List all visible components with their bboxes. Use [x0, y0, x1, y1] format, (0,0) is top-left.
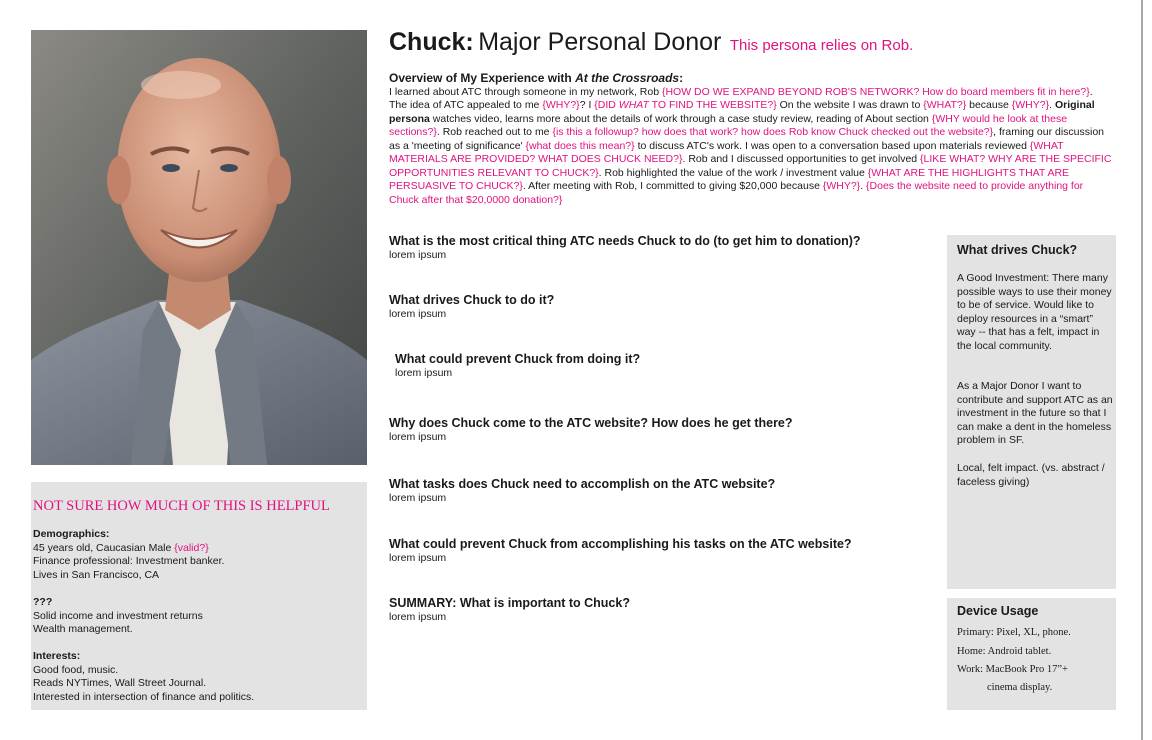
- overview-text: . The idea of ATC appealed to me: [389, 85, 1093, 111]
- helpfulness-note: NOT SURE HOW MUCH OF THIS IS HELPFUL: [33, 498, 330, 514]
- question-block: [389, 477, 929, 505]
- overview-text: .: [1049, 99, 1055, 111]
- interests-line-3: Interested in intersection of finance and politics.: [33, 690, 255, 703]
- question-title: What is the most critical thing ATC needs Chuck to do (to get him to donation)?: [389, 234, 861, 248]
- question-title: What could prevent Chuck from doing it?: [395, 352, 641, 366]
- overview-text: ? I: [579, 99, 595, 111]
- overview-text: I learned about ATC through someone in my network, Rob: [389, 85, 662, 98]
- interests-line-2: Reads NYTimes, Wall Street Journal.: [33, 677, 207, 689]
- page-title: [389, 28, 913, 57]
- persona-name: Chuck:: [389, 28, 474, 56]
- overview-text: to discuss ATC's work. I was open to a conversation based upon materials reviewed: [634, 139, 1030, 152]
- question-title: What could prevent Chuck from accomplishing his tasks on the ATC website?: [389, 537, 852, 551]
- device-work: Work: MacBook Pro 17”+: [957, 664, 1068, 675]
- overview-paragraph: [389, 86, 1113, 208]
- overview-text: . Rob highlighted the value of the work / investment value: [598, 166, 868, 179]
- finance-heading: ???: [33, 596, 53, 608]
- overview-comment: {is this a followup? how does that work? how does Rob know Chuck checked out the website?}: [552, 126, 994, 138]
- overview-text: , framing our discussion as a 'meeting of significance': [389, 126, 1105, 152]
- overview-heading-program: At the Crossroads: [575, 71, 680, 85]
- overview-text: On the website I was drawn to: [776, 99, 924, 111]
- overview-comment: {WHY?}: [1011, 99, 1050, 111]
- overview-comment: {WHAT?}: [923, 99, 967, 111]
- overview-text: . Rob and I discussed opportunities to get involved: [682, 153, 921, 165]
- demographics-block: [33, 528, 224, 582]
- page-edge-divider: [1141, 0, 1143, 740]
- interests-heading: Interests:: [33, 650, 81, 662]
- question-answer: lorem ipsum: [395, 367, 453, 379]
- overview-text: watches video, learns more about the details of work through a case study review, reading of About section: [429, 112, 932, 125]
- question-answer: lorem ipsum: [389, 552, 447, 564]
- question-block: [389, 416, 929, 444]
- overview-comment: {what does this mean?}: [525, 139, 635, 152]
- overview-comment: {WHAT ARE THE HIGHLIGHTS THAT ARE PERSUASIVE TO CHUCK?}: [389, 166, 1070, 192]
- persona-note: This persona relies on Rob.: [729, 37, 914, 54]
- drives-panel: [947, 235, 1116, 589]
- demographics-panel: [31, 482, 367, 710]
- device-usage-panel: [947, 598, 1116, 710]
- overview-text: because: [966, 99, 1012, 111]
- device-primary: Primary: Pixel, XL, phone.: [957, 627, 1071, 638]
- question-block: [395, 352, 935, 380]
- question-title: SUMMARY: What is important to Chuck?: [389, 596, 630, 610]
- demographics-profession: Finance professional: Investment banker.: [33, 555, 225, 567]
- question-block: [389, 293, 929, 321]
- question-answer: lorem ipsum: [389, 611, 447, 623]
- overview-heading: [389, 72, 1113, 86]
- question-block: [389, 596, 929, 624]
- experience-overview: [389, 72, 1113, 207]
- question-title: Why does Chuck come to the ATC website? How does he get there?: [389, 416, 793, 430]
- demographics-age-text: 45 years old, Caucasian Male: [33, 541, 175, 554]
- overview-heading-colon: :: [679, 71, 684, 85]
- finance-block: [33, 596, 203, 637]
- device-home: Home: Android tablet.: [957, 646, 1052, 657]
- demographics-heading: Demographics:: [33, 528, 110, 540]
- question-block: [389, 234, 929, 262]
- overview-comment: {LIKE WHAT? WHY ARE THE SPECIFIC OPPORTUNITIES RELEVANT TO CHUCK?}: [389, 153, 1112, 179]
- overview-heading-text: Overview of My Experience with: [389, 71, 576, 85]
- drives-heading: What drives Chuck?: [957, 243, 1078, 257]
- overview-comment: {WHAT MATERIALS ARE PROVIDED? WHAT DOES CHUCK NEED?}: [389, 139, 1064, 165]
- question-answer: lorem ipsum: [389, 431, 447, 443]
- drives-paragraph-1: A Good Investment: There many possible ways to use their money to be of service. Would like to deploy resources in a “smart” way -- that has a felt, impact in the local community.: [957, 272, 1112, 352]
- overview-text: .: [860, 180, 867, 192]
- overview-comment: TO FIND THE WEBSITE?}: [648, 99, 777, 111]
- interests-line-1: Good food, music.: [33, 663, 119, 676]
- question-answer: lorem ipsum: [389, 249, 447, 261]
- persona-role: Major Personal Donor: [478, 28, 722, 56]
- overview-text: . Rob reached out to me: [436, 126, 553, 138]
- overview-comment: {WHY would he look at these sections?}: [389, 112, 1068, 138]
- drives-paragraph-2: As a Major Donor I want to contribute and support ATC as an investment in the future so that I can make a dent in the homeless problem in SF.: [957, 380, 1113, 446]
- drives-paragraph-3: Local, felt impact. (vs. abstract / faceless giving): [957, 462, 1105, 488]
- question-title: What tasks does Chuck need to accomplish on the ATC website?: [389, 477, 776, 491]
- question-answer: lorem ipsum: [389, 308, 447, 320]
- question-block: [389, 537, 929, 565]
- finance-line-2: Wealth management.: [33, 623, 133, 635]
- question-title: What drives Chuck to do it?: [389, 293, 555, 307]
- interests-block: [33, 650, 254, 704]
- demographics-age: [33, 542, 224, 556]
- overview-comment: {WHY?}: [822, 180, 861, 192]
- overview-text: . After meeting with Rob, I committed to giving $20,000 because: [522, 180, 823, 192]
- overview-original-persona: Original persona: [389, 99, 1095, 125]
- overview-comment: {WHY?}: [542, 99, 580, 111]
- demographics-location: Lives in San Francisco, CA: [33, 568, 160, 581]
- overview-comment-em: WHAT: [618, 99, 649, 111]
- persona-photo: [31, 30, 367, 465]
- overview-comment: {DID: [594, 99, 619, 111]
- demographics-age-comment: {valid?}: [174, 541, 209, 554]
- overview-comment: {Does the website need to provide anything for Chuck after that $20,0000 donation?}: [389, 180, 1084, 206]
- device-work-display: cinema display.: [987, 682, 1053, 693]
- finance-line-1: Solid income and investment returns: [33, 609, 203, 622]
- overview-comment: {HOW DO WE EXPAND BEYOND ROB'S NETWORK? How do board members fit in here?}: [661, 85, 1090, 98]
- device-usage-heading: Device Usage: [957, 604, 1039, 618]
- question-answer: lorem ipsum: [389, 492, 447, 504]
